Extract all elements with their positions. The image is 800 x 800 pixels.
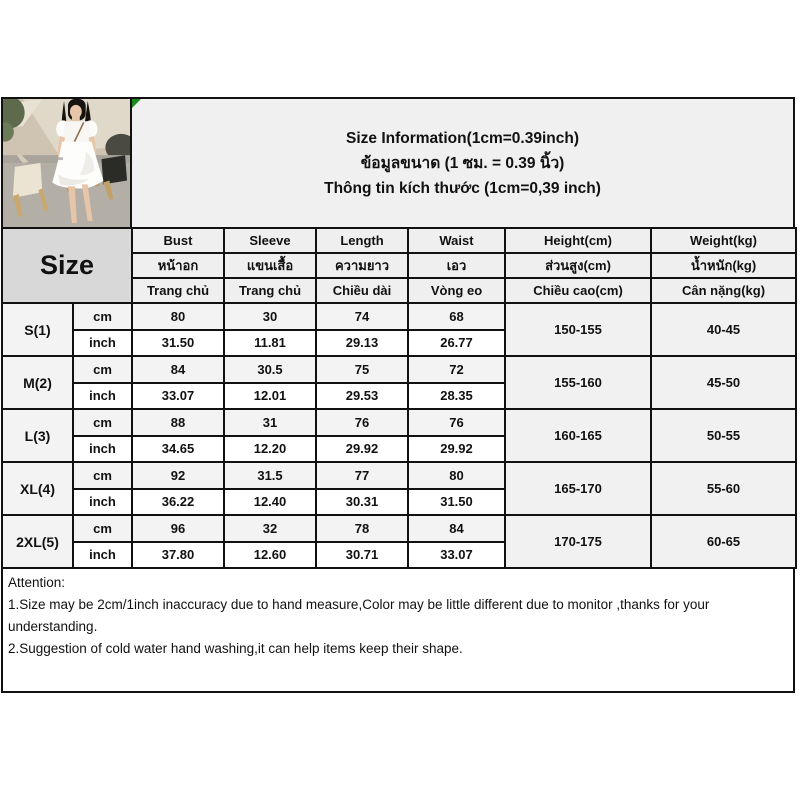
table-cell: 84 (132, 356, 224, 383)
table-cell: 30 (224, 303, 316, 330)
table-cell: 31.50 (408, 489, 505, 516)
height-range-cell: 150-155 (505, 303, 651, 356)
col-header-weight-vi: Cân nặng(kg) (651, 278, 796, 303)
size-row-label: S(1) (2, 303, 73, 356)
title-vietnamese: Thông tin kích thước (1cm=0,39 inch) (324, 179, 601, 197)
unit-label-cm: cm (73, 303, 132, 330)
weight-range-cell: 55-60 (651, 462, 796, 515)
table-cell: 80 (408, 462, 505, 489)
table-cell: 29.13 (316, 330, 408, 357)
table-cell: 33.07 (408, 542, 505, 569)
table-cell: 30.71 (316, 542, 408, 569)
product-photo (3, 99, 132, 227)
table-cell: 12.40 (224, 489, 316, 516)
size-row-label: 2XL(5) (2, 515, 73, 568)
table-cell: 12.60 (224, 542, 316, 569)
product-photo-illustration (3, 99, 130, 227)
table-cell: 11.81 (224, 330, 316, 357)
col-header-sleeve-vi: Trang chủ (224, 278, 316, 303)
table-cell: 26.77 (408, 330, 505, 357)
col-header-height-en: Height(cm) (505, 228, 651, 253)
table-cell: 36.22 (132, 489, 224, 516)
table-cell: 31 (224, 409, 316, 436)
table-cell: 34.65 (132, 436, 224, 463)
size-table (1, 227, 797, 569)
size-corner-cell: Size (2, 228, 132, 303)
height-range-cell: 160-165 (505, 409, 651, 462)
col-header-length-vi: Chiều dài (316, 278, 408, 303)
size-row-label: XL(4) (2, 462, 73, 515)
table-cell: 78 (316, 515, 408, 542)
table-cell: 92 (132, 462, 224, 489)
unit-label-cm: cm (73, 409, 132, 436)
size-row-label: M(2) (2, 356, 73, 409)
table-cell: 68 (408, 303, 505, 330)
unit-label-cm: cm (73, 462, 132, 489)
attention-note-2: 2.Suggestion of cold water hand washing,it can help items keep their shape. (8, 641, 463, 656)
table-cell: 37.80 (132, 542, 224, 569)
unit-label-cm: cm (73, 515, 132, 542)
unit-label-inch: inch (73, 489, 132, 516)
table-cell: 96 (132, 515, 224, 542)
table-cell: 74 (316, 303, 408, 330)
col-header-height-vi: Chiều cao(cm) (505, 278, 651, 303)
unit-label-inch: inch (73, 436, 132, 463)
title-english: Size Information(1cm=0.39inch) (346, 129, 579, 147)
attention-heading: Attention: (8, 575, 66, 590)
weight-range-cell: 60-65 (651, 515, 796, 568)
table-cell: 29.92 (408, 436, 505, 463)
col-header-waist-th: เอว (408, 253, 505, 278)
size-chart-sheet (1, 97, 795, 693)
table-cell: 76 (408, 409, 505, 436)
unit-label-inch: inch (73, 330, 132, 357)
table-cell: 30.31 (316, 489, 408, 516)
table-cell: 29.53 (316, 383, 408, 410)
col-header-weight-en: Weight(kg) (651, 228, 796, 253)
attention-note-1: 1.Size may be 2cm/1inch inaccuracy due to hand measure,Color may be little different due to monitor ,thanks for your understanding. (8, 597, 710, 634)
weight-range-cell: 40-45 (651, 303, 796, 356)
table-cell: 12.20 (224, 436, 316, 463)
height-range-cell: 170-175 (505, 515, 651, 568)
col-header-sleeve-th: แขนเสื้อ (224, 253, 316, 278)
table-cell: 88 (132, 409, 224, 436)
table-cell: 32 (224, 515, 316, 542)
table-cell: 77 (316, 462, 408, 489)
table-cell: 72 (408, 356, 505, 383)
table-cell: 33.07 (132, 383, 224, 410)
table-cell: 31.5 (224, 462, 316, 489)
col-header-sleeve-en: Sleeve (224, 228, 316, 253)
height-range-cell: 155-160 (505, 356, 651, 409)
excel-corner-marker-icon (132, 99, 141, 108)
table-cell: 30.5 (224, 356, 316, 383)
table-cell: 29.92 (316, 436, 408, 463)
col-header-weight-th: น้ำหนัก(kg) (651, 253, 796, 278)
table-cell: 76 (316, 409, 408, 436)
attention-notes (1, 569, 795, 693)
header-row (1, 97, 795, 229)
table-cell: 75 (316, 356, 408, 383)
size-row-label: L(3) (2, 409, 73, 462)
table-cell: 31.50 (132, 330, 224, 357)
weight-range-cell: 50-55 (651, 409, 796, 462)
col-header-waist-en: Waist (408, 228, 505, 253)
table-cell: 84 (408, 515, 505, 542)
height-range-cell: 165-170 (505, 462, 651, 515)
table-cell: 28.35 (408, 383, 505, 410)
weight-range-cell: 45-50 (651, 356, 796, 409)
col-header-bust-th: หน้าอก (132, 253, 224, 278)
col-header-bust-en: Bust (132, 228, 224, 253)
unit-label-cm: cm (73, 356, 132, 383)
title-block (132, 99, 793, 227)
table-cell: 12.01 (224, 383, 316, 410)
unit-label-inch: inch (73, 542, 132, 569)
col-header-length-th: ความยาว (316, 253, 408, 278)
col-header-length-en: Length (316, 228, 408, 253)
col-header-bust-vi: Trang chủ (132, 278, 224, 303)
col-header-height-th: ส่วนสูง(cm) (505, 253, 651, 278)
table-cell: 80 (132, 303, 224, 330)
title-thai: ข้อมูลขนาด (1 ซม. = 0.39 นิ้ว) (360, 154, 565, 172)
col-header-waist-vi: Vòng eo (408, 278, 505, 303)
unit-label-inch: inch (73, 383, 132, 410)
